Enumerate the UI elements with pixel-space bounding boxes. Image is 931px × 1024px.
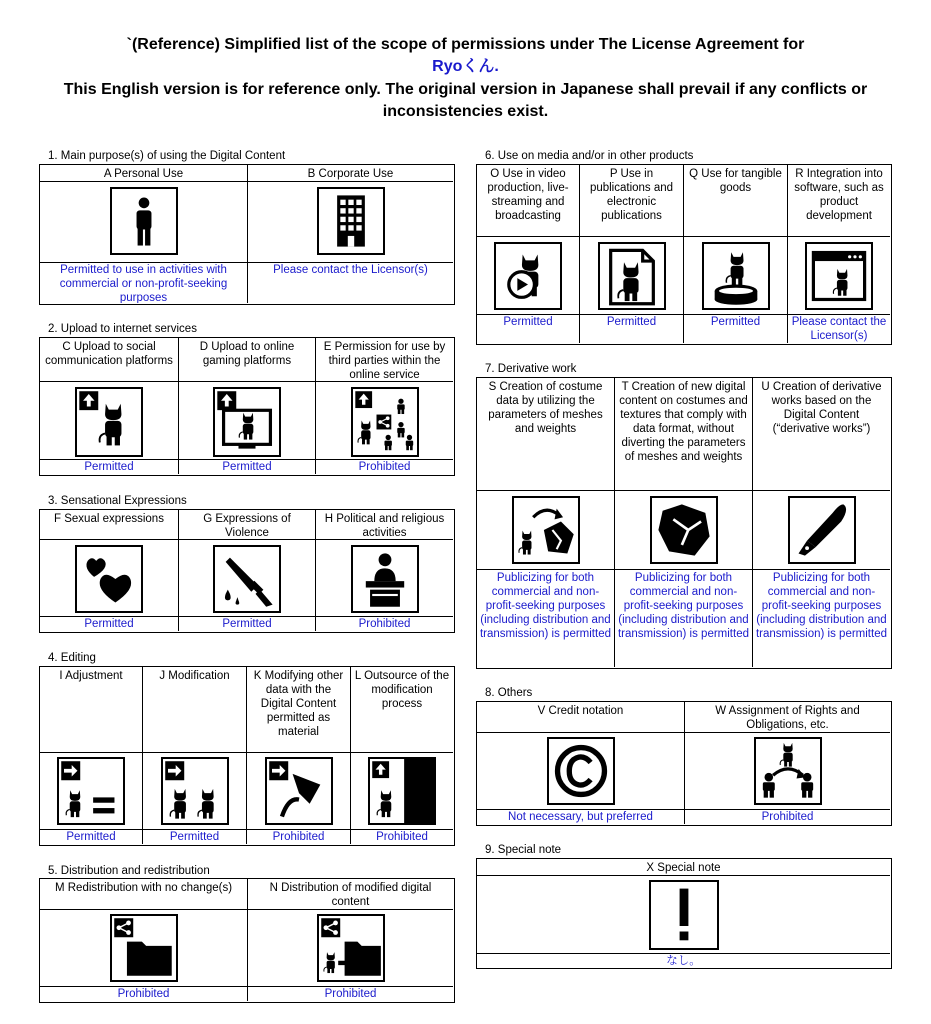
building-icon xyxy=(317,187,385,255)
cell-v-credit xyxy=(477,702,685,824)
status-text: Prohibited xyxy=(351,829,453,844)
cell-header: I Adjustment xyxy=(40,667,142,753)
cell-t-texture-content xyxy=(615,378,753,667)
status-text: Permitted xyxy=(40,459,178,474)
status-text: Prohibited xyxy=(248,986,453,1001)
section-7-table xyxy=(476,377,892,669)
status-text: Permitted xyxy=(477,314,579,343)
cell-header: P Use in publications and electronic publications xyxy=(580,165,683,237)
cell-h-political xyxy=(316,510,453,631)
section-6-label: 6. Use on media and/or in other products xyxy=(485,150,694,162)
status-text: Publicizing for both commercial and non-profit-seeking purposes (including distribution and transmission) is permitted xyxy=(753,569,890,667)
transfer-users-icon xyxy=(754,737,822,805)
status-text: Permitted xyxy=(40,829,142,844)
status-text: Permitted to use in activities with commercial or non-profit-seeking purposes xyxy=(40,262,247,303)
status-text: Prohibited xyxy=(40,986,247,1001)
cell-header: K Modifying other data with the Digital Content permitted as material xyxy=(247,667,350,753)
section-2-table xyxy=(39,337,455,476)
cell-header: F Sexual expressions xyxy=(40,510,178,540)
cell-header: S Creation of costume data by utilizing the parameters of meshes and weights xyxy=(477,378,614,491)
cell-header: R Integration into software, such as product development xyxy=(788,165,890,237)
cell-header: D Upload to online gaming platforms xyxy=(179,338,315,382)
section-2-label: 2. Upload to internet services xyxy=(48,323,197,335)
cell-g-violence xyxy=(179,510,316,631)
section-8-table xyxy=(476,701,892,826)
upload-monitor-icon xyxy=(213,387,281,457)
cell-header: V Credit notation xyxy=(477,702,684,733)
section-1-label: 1. Main purpose(s) of using the Digital Content xyxy=(48,150,286,162)
cell-header: C Upload to social communication platforms xyxy=(40,338,178,382)
section-3-table xyxy=(39,509,455,633)
page-title-disclaimer-1: This English version is for reference only. The original version in Japanese shall prevail if any conflicts or xyxy=(63,81,868,98)
cell-w-assignment xyxy=(685,702,890,824)
cell-u-derivative-works xyxy=(753,378,890,667)
adjust-icon xyxy=(57,757,125,825)
cell-j-modification xyxy=(143,667,247,844)
share-modified-icon xyxy=(317,914,385,982)
cell-f-sexual xyxy=(40,510,179,631)
cell-n-modified-distribution xyxy=(248,879,453,1001)
cell-l-outsource xyxy=(351,667,453,844)
cell-r-software xyxy=(788,165,890,343)
cell-header: X Special note xyxy=(477,859,890,876)
cell-e-third-party xyxy=(316,338,453,474)
status-text: Not necessary, but preferred xyxy=(477,809,684,824)
section-7-label: 7. Derivative work xyxy=(485,363,577,375)
cell-header: G Expressions of Violence xyxy=(179,510,315,540)
section-8-label: 8. Others xyxy=(485,687,533,699)
cell-header: Q Use for tangible goods xyxy=(684,165,787,237)
cell-x-special-note xyxy=(477,859,890,967)
cell-c-social-upload xyxy=(40,338,179,474)
status-text: なし。 xyxy=(477,953,890,967)
status-text: Permitted xyxy=(580,314,683,343)
software-window-icon xyxy=(805,242,873,310)
cell-i-adjustment xyxy=(40,667,143,844)
cell-d-gaming-upload xyxy=(179,338,316,474)
status-text: Permitted xyxy=(179,616,315,631)
status-text: Please contact the Licensor(s) xyxy=(248,262,453,303)
section-1-table xyxy=(39,164,455,305)
exclamation-icon xyxy=(649,880,719,950)
outsource-icon xyxy=(368,757,436,825)
status-text: Please contact the Licensor(s) xyxy=(788,314,890,343)
cell-k-material xyxy=(247,667,351,844)
cell-header: M Redistribution with no change(s) xyxy=(40,879,247,910)
section-9-label: 9. Special note xyxy=(485,844,562,856)
video-play-icon xyxy=(494,242,562,310)
status-text: Prohibited xyxy=(316,616,453,631)
share-folder-icon xyxy=(110,914,178,982)
cell-header: U Creation of derivative works based on the Digital Content (“derivative works”) xyxy=(753,378,890,491)
cell-m-redistribution xyxy=(40,879,248,1001)
share-users-icon xyxy=(351,387,419,457)
section-9-table xyxy=(476,858,892,969)
status-text: Publicizing for both commercial and non-profit-seeking purposes (including distribution and transmission) is permitted xyxy=(477,569,614,667)
modify-icon xyxy=(161,757,229,825)
cell-a-personal-use xyxy=(40,165,248,303)
status-text: Prohibited xyxy=(685,809,890,824)
cell-b-corporate-use xyxy=(248,165,453,303)
pen-nib-icon xyxy=(788,496,856,564)
cell-header: A Personal Use xyxy=(40,165,247,182)
cell-header: B Corporate Use xyxy=(248,165,453,182)
cell-header: E Permission for use by third parties within the online service xyxy=(316,338,453,382)
status-text: Permitted xyxy=(40,616,178,631)
section-5-label: 5. Distribution and redistribution xyxy=(48,865,210,877)
cell-q-tangible-goods xyxy=(684,165,788,343)
section-4-label: 4. Editing xyxy=(48,652,96,664)
costume-arrow-icon xyxy=(512,496,580,564)
podium-icon xyxy=(351,545,419,613)
status-text: Permitted xyxy=(179,459,315,474)
section-3-label: 3. Sensational Expressions xyxy=(48,495,187,507)
section-4-table xyxy=(39,666,455,846)
cell-header: J Modification xyxy=(143,667,246,753)
knife-icon xyxy=(213,545,281,613)
copyright-icon xyxy=(547,737,615,805)
cell-p-publications xyxy=(580,165,684,343)
person-icon xyxy=(110,187,178,255)
hearts-icon xyxy=(75,545,143,613)
cell-o-video xyxy=(477,165,580,343)
status-text: Permitted xyxy=(684,314,787,343)
cell-header: T Creation of new digital content on costumes and textures that comply with data format, without diverting the parameters of meshes and weights xyxy=(615,378,752,491)
section-5-table xyxy=(39,878,455,1003)
status-text: Permitted xyxy=(143,829,246,844)
material-icon xyxy=(265,757,333,825)
cell-header: N Distribution of modified digital content xyxy=(248,879,453,910)
cell-header: L Outsource of the modification process xyxy=(351,667,453,753)
page-title-disclaimer-2: inconsistencies exist. xyxy=(382,103,549,120)
cell-s-costume-data xyxy=(477,378,615,667)
status-text: Prohibited xyxy=(316,459,453,474)
status-text: Prohibited xyxy=(247,829,350,844)
page-title-line-1: `(Reference) Simplified list of the scope of permissions under The License Agreement for xyxy=(126,36,805,53)
cell-header: H Political and religious activities xyxy=(316,510,453,540)
status-text: Publicizing for both commercial and non-profit-seeking purposes (including distribution and transmission) is permitted xyxy=(615,569,752,667)
cell-header: W Assignment of Rights and Obligations, etc. xyxy=(685,702,890,733)
upload-avatar-icon xyxy=(75,387,143,457)
section-6-table xyxy=(476,164,892,345)
figurine-icon xyxy=(702,242,770,310)
page-title-product-name: Ryoくん. xyxy=(432,58,499,75)
document-icon xyxy=(598,242,666,310)
cell-header: O Use in video production, live-streaming and broadcasting xyxy=(477,165,579,237)
fabric-icon xyxy=(650,496,718,564)
